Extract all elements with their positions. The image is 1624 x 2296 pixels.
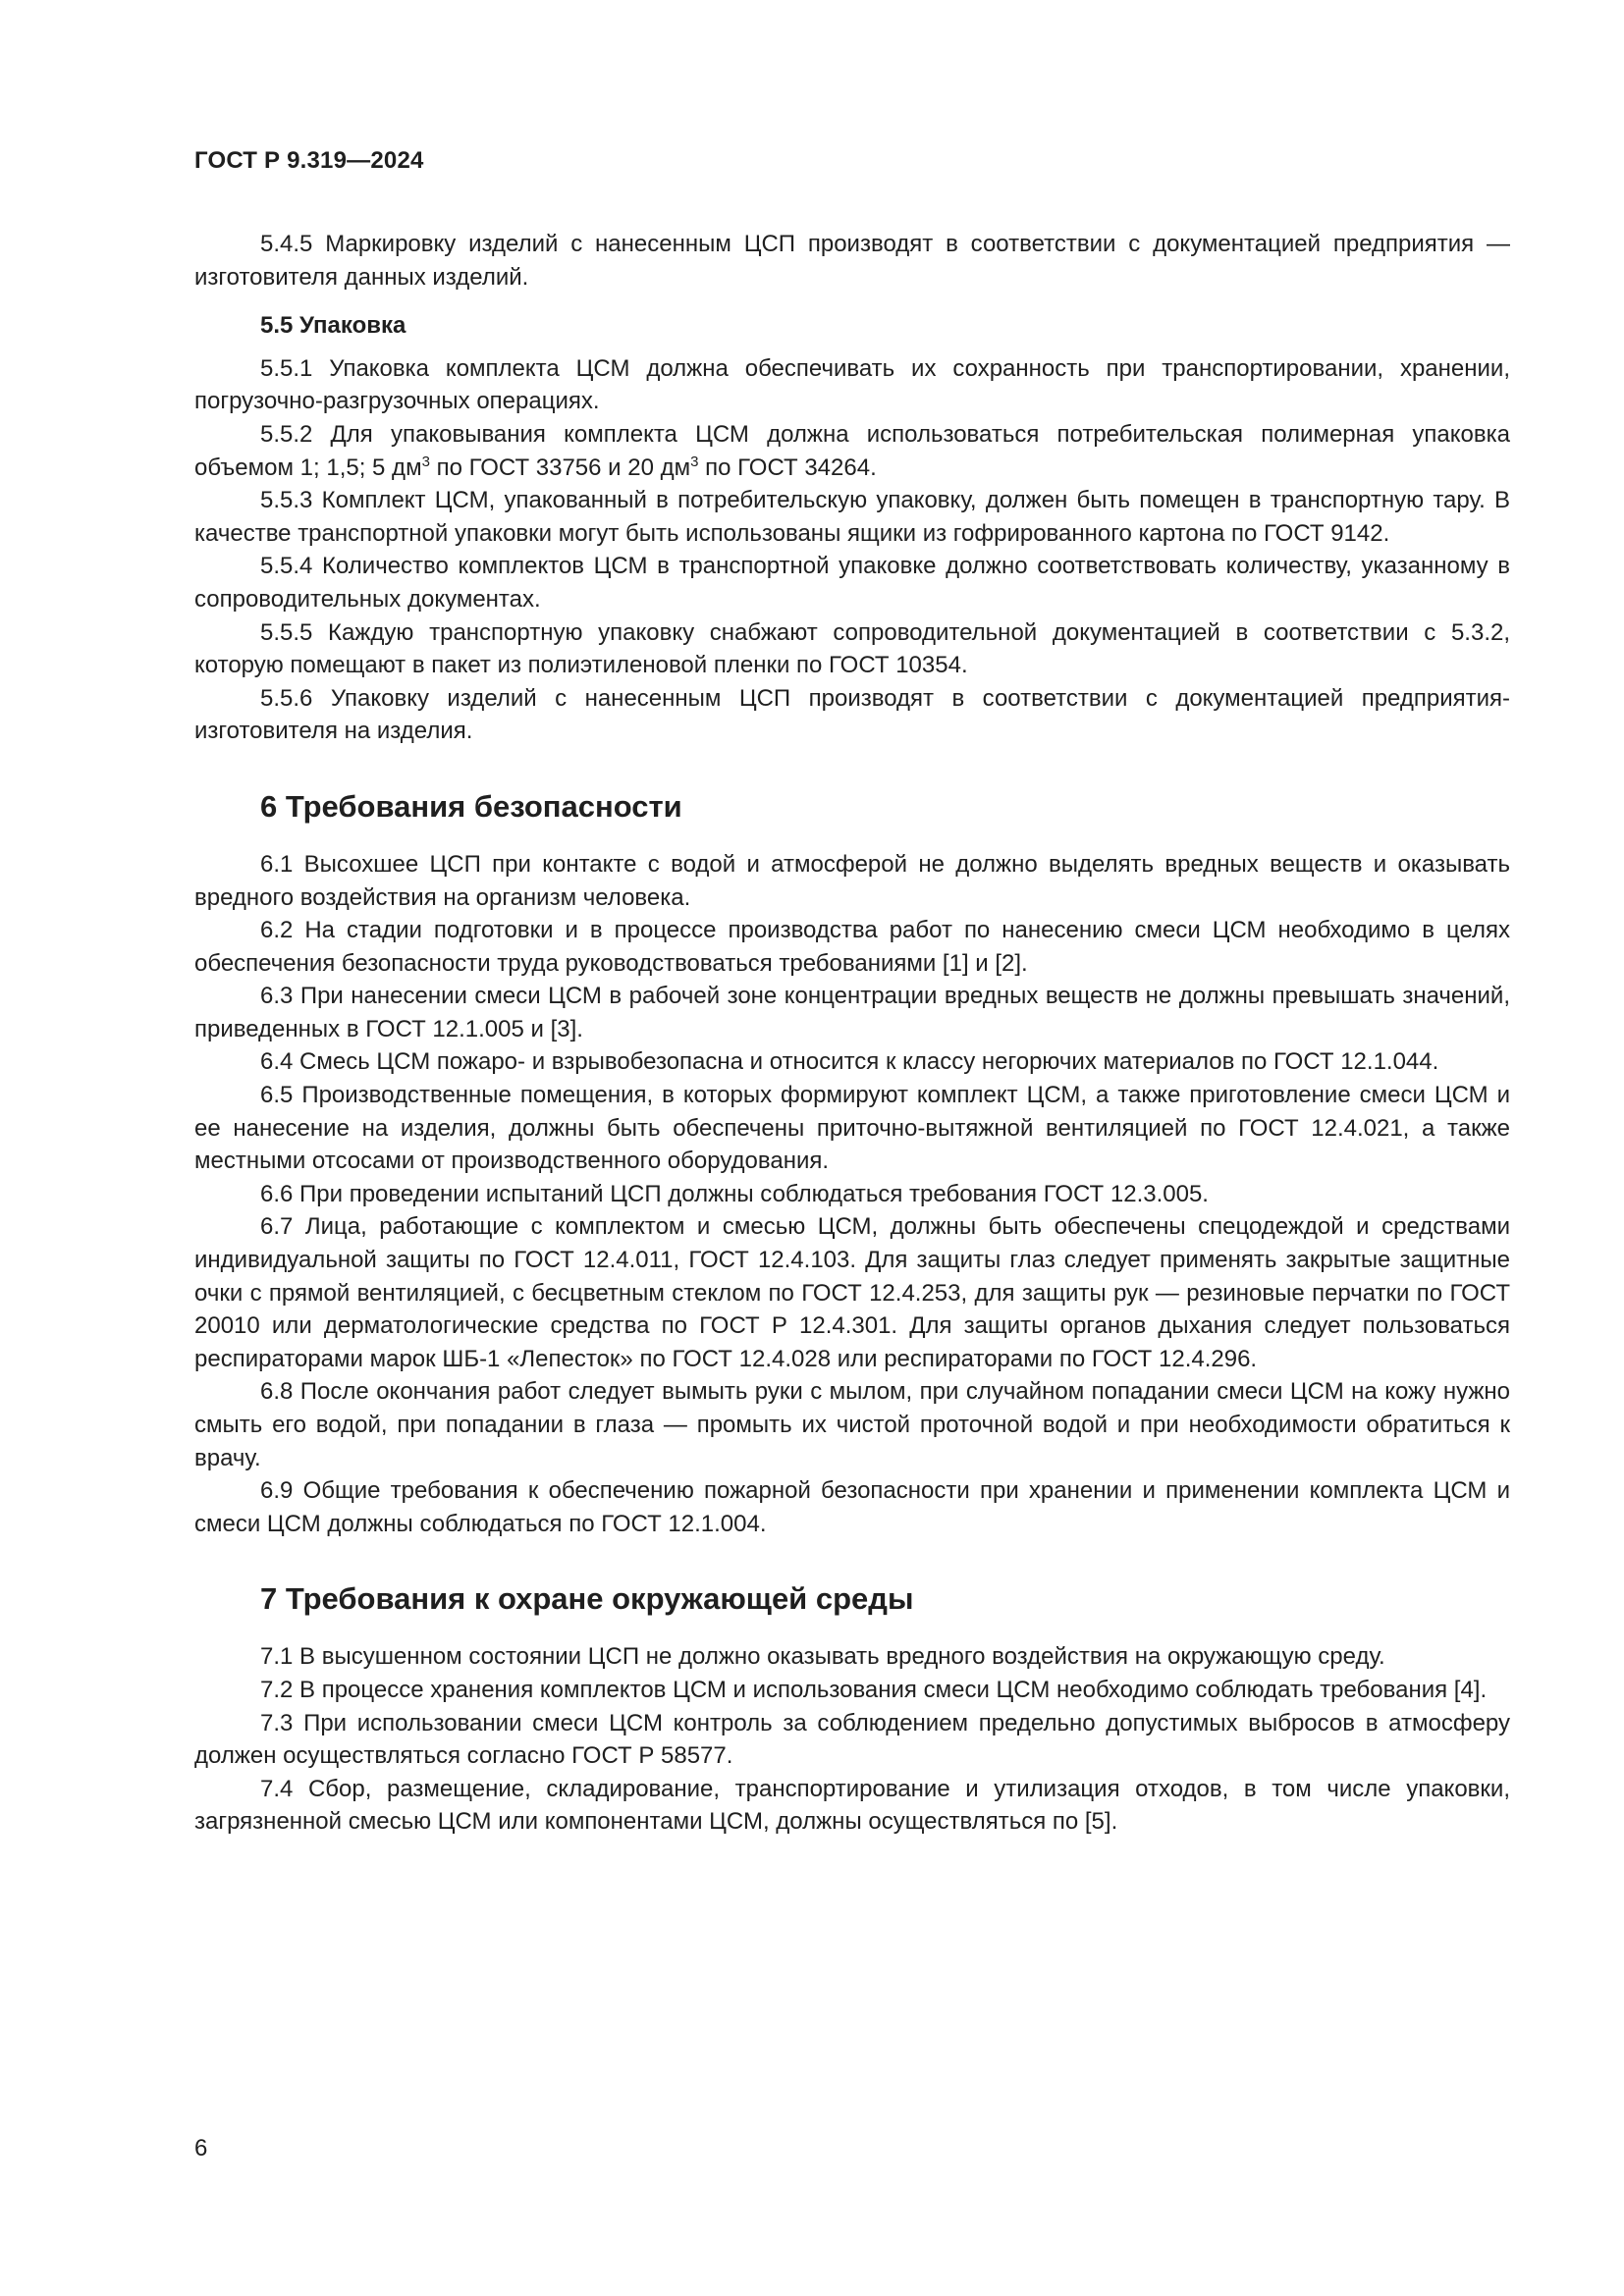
document-header: ГОСТ Р 9.319—2024 (194, 147, 424, 174)
paragraph-6-9: 6.9 Общие требования к обеспечению пожарной безопасности при хранении и применении комплекта ЦСМ и смеси ЦСМ должны соблюдаться по ГОСТ 12.1.004. (194, 1477, 1510, 1537)
paragraph-6-3: 6.3 При нанесении смеси ЦСМ в рабочей зоне концентрации вредных веществ не должны превышать значений, приведенных в ГОСТ 12.1.005 и [3]. (194, 983, 1510, 1042)
paragraph-7-4: 7.4 Сбор, размещение, складирование, транспортирование и утилизация отходов, в том числе упаковки, загрязненной смесью ЦСМ или компонентами ЦСМ, должны осуществляться по [5]. (194, 1775, 1510, 1836)
superscript-cubic-2: 3 (690, 453, 699, 470)
paragraph-5-4-5: 5.4.5 Маркировку изделий с нанесенным ЦСП производят в соответствии с документацией предприятия — изготовителя данных изделий. (194, 231, 1510, 291)
paragraph-5-5-4: 5.5.4 Количество комплектов ЦСМ в транспортной упаковке должно соответствовать количеству, указанному в сопроводительных документах. (194, 553, 1510, 613)
section-heading-7: 7 Требования к охране окружающей среды (260, 1581, 914, 1617)
paragraph-7-2: 7.2 В процессе хранения комплектов ЦСМ и использования смеси ЦСМ необходимо соблюдать требования [4]. (260, 1676, 1488, 1703)
paragraph-5-5-1: 5.5.1 Упаковка комплекта ЦСМ должна обеспечивать их сохранность при транспортировании, хранении, погрузочно-разгрузочных операциях. (194, 354, 1510, 415)
document-body (194, 228, 1510, 1839)
page-number: 6 (194, 2135, 208, 2162)
subsection-heading-5-5: 5.5 Упаковка (260, 312, 406, 340)
paragraph-6-4: 6.4 Смесь ЦСМ пожаро- и взрывобезопасна и относится к классу негорючих материалов по ГОСТ 12.1.044. (260, 1048, 1439, 1076)
paragraph-5-5-3: 5.5.3 Комплект ЦСМ, упакованный в потребительскую упаковку, должен быть помещен в транспортную тару. В качестве транспортной упаковки могут быть использованы ящики из гофрированного картона по ГОСТ 9142. (194, 487, 1510, 547)
paragraph-6-2: 6.2 На стадии подготовки и в процессе производства работ по нанесению смеси ЦСМ необходимо в целях обеспечения безопасности труда руководствоваться требованиями [1] и [2]. (194, 917, 1510, 977)
section-heading-6: 6 Требования безопасности (260, 788, 682, 824)
superscript-cubic-1: 3 (421, 453, 430, 470)
paragraph-6-5: 6.5 Производственные помещения, в которых формируют комплект ЦСМ, а также приготовление смеси ЦСМ и ее нанесение на изделия, должны быть обеспечены приточно-вытяжной вентиляцией по ГОСТ 12.4.021, а также местными отсосами от производственного оборудования. (194, 1082, 1510, 1175)
paragraph-5-5-6: 5.5.6 Упаковку изделий с нанесенным ЦСП производят в соответствии с документацией предприятия-изготовителя на изделия. (194, 684, 1510, 745)
paragraph-6-7: 6.7 Лица, работающие с комплектом и смесью ЦСМ, должны быть обеспечены спецодеждой и средствами индивидуальной защиты по ГОСТ 12.4.011, ГОСТ 12.4.103. Для защиты глаз следует применять закрытые защитные очки с прямой вентиляцией, с бесцветным стеклом по ГОСТ 12.4.253, для защиты рук — резиновые перчатки по ГОСТ 20010 или дерматологические средства по ГОСТ Р 12.4.301. Для защиты органов дыхания следует пользоваться респираторами марок ШБ-1 «Лепесток» по ГОСТ 12.4.028 или респираторами по ГОСТ 12.4.296. (194, 1213, 1510, 1372)
paragraph-5-5-2-part-2: по ГОСТ 33756 и 20 дм (429, 454, 691, 481)
paragraph-5-5-2-part-1: 5.5.2 Для упаковывания комплекта ЦСМ должна использоваться потребительская полимерная упаковка объемом 1; 1,5; 5 дм (194, 420, 1510, 481)
paragraph-7-3: 7.3 При использовании смеси ЦСМ контроль за соблюдением предельно допустимых выбросов в атмосферу должен осуществляться согласно ГОСТ Р 58577. (194, 1709, 1510, 1770)
paragraph-6-1: 6.1 Высохшее ЦСП при контакте с водой и атмосферой не должно выделять вредных веществ и оказывать вредного воздействия на организм человека. (194, 850, 1510, 911)
paragraph-5-5-2-part-3: по ГОСТ 34264. (698, 454, 877, 481)
paragraph-7-1: 7.1 В высушенном состоянии ЦСП не должно оказывать вредного воздействия на окружающую среду. (260, 1643, 1385, 1671)
paragraph-6-8: 6.8 После окончания работ следует вымыть руки с мылом, при случайном попадании смеси ЦСМ на кожу нужно смыть его водой, при попадании в глаза — промыть их чистой проточной водой и при необходимости обратиться к врачу. (194, 1378, 1510, 1471)
paragraph-5-5-2 (194, 418, 1510, 484)
paragraph-6-6: 6.6 При проведении испытаний ЦСП должны соблюдаться требования ГОСТ 12.3.005. (260, 1180, 1209, 1207)
paragraph-5-5-5: 5.5.5 Каждую транспортную упаковку снабжают сопроводительной документацией в соответствии с 5.3.2, которую помещают в пакет из полиэтиленовой пленки по ГОСТ 10354. (194, 618, 1510, 679)
